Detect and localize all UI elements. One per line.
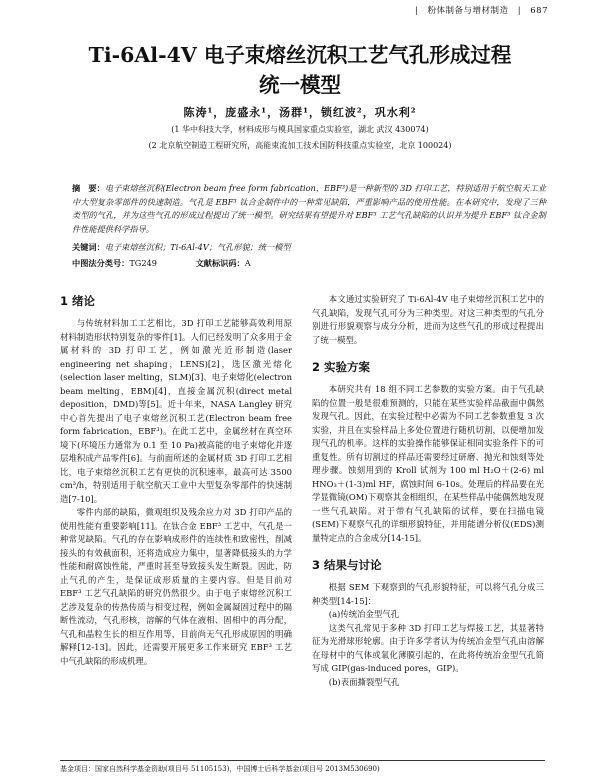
keywords-text: 电子束熔丝沉积；Ti-6Al-4V；气孔形貌；统一模型 <box>104 242 291 252</box>
header-divider-icon: | <box>414 6 419 16</box>
clc-value: TG249 <box>129 258 157 268</box>
subsection-a-heading: (a)传统冶金型气孔 <box>328 609 399 619</box>
section-1-heading: 1 绪论 <box>60 294 96 308</box>
paper-title <box>40 40 560 100</box>
journal-name: 粉体制备与增材制造 <box>427 6 509 16</box>
keywords-label: 关键词： <box>72 242 105 252</box>
left-column <box>60 293 292 668</box>
abstract-label: 摘 要： <box>72 183 105 193</box>
funding-footnote: 基金项目：国家自然科学基金资助(项目号 51105153)，中国博士后科学基金(项目号 2013M530690) <box>60 765 380 773</box>
section-3-heading: 3 结果与讨论 <box>312 558 382 572</box>
title-line-2: 统一模型 <box>259 73 341 97</box>
affiliation-1: (1 华中科技大学，材料成形与模具国家重点实验室，湖北 武汉 430074) <box>171 125 429 134</box>
section-1-paragraph-2: 零件内部的缺陷，微观组织及残余应力对 3D 打印产品的使用性能有重要影响[11]。在钛合金 EBF³ 工艺中，气孔是一种常见缺陷。气孔的存在影响成形件的连续性和致密性，削减接头的有效截面积，还将造成应力集中，显著降低接头的力学性能和耐腐蚀性能，严重时甚至导致接头发生断裂。因此，防止气孔的产生，是保证成形质量的主要内容。但是目前对 EBF³ 工艺气孔缺陷的研究仍然很少。由于电子束熔丝沉积工艺涉及复杂的传热传质与相变过程，例如金属凝固过程中的隔断性流动，气孔形核，溶解的气体在液相、固相中的再分配，气孔和晶粒生长的相互作用等，目前尚无气孔形成原因的明确解释[12-13]。因此，还需要开展更多工作来研究 EBF³ 工艺中气孔缺陷的形成机理。 <box>60 507 292 666</box>
doc-code-value: A <box>244 258 251 268</box>
affiliation-2: (2 北京航空制造工程研究所，高能束流加工技术国防科技重点实验室，北京 100024) <box>148 141 452 150</box>
author-list: 陈涛¹，庞盛永¹，汤群¹，锁红波²，巩水利² <box>183 106 417 119</box>
section-2-heading: 2 实验方案 <box>312 360 371 374</box>
section-1-paragraph-1: 与传统材料加工工艺相比，3D 打印工艺能够高效利用原材料制造形状特别复杂的零件[1]。人们已经发明了众多用于金属材料的 3D 打印工艺，例如激光近形制造(laser engineering net shaping，LENS)[2]，选区激光熔化(selection laser melting，SLM)[3]、电子束熔化(electron beam melting，EBM)[4]，直接金属沉积(direct metal deposition，DMD)等[5]。近十年来，NASA Langley 研究中心首先提出了电子束熔丝沉积工艺(Electron beam free form fabrication，EBF³)。在此工艺中，金属丝材在真空环境下(环境压力通常为 0.1 至 10 Pa)被高能的电子束熔化并逐层堆积成产品零件[6]。与前面所述的金属材质 3D 打印工艺相比，电子束熔丝沉积工艺有更快的沉积速率，最高可达 3500 cm³/h，特别适用于航空航天工业中大型复杂零部件的快速制造[7-10]。 <box>60 318 292 504</box>
abstract <box>72 182 546 236</box>
page-number: 687 <box>530 6 548 16</box>
keywords <box>72 242 546 253</box>
abstract-text: 电子束熔丝沉积(Electron beam free form fabrication，EBF³)是一种新型的 3D 打印工艺，特别适用于航空航天工业中大型复杂零部件的快速制造。气孔是 EBF³ 钛合金制件中的一种常见缺陷，严重影响产品的使用性能。在本研究中，发现了三种类型的气孔，并为这些气孔的形成过程提出了统一模型。研究结果有望提升对 EBF³ 工艺气孔缺陷的认识并为提升 EBF³ 钛合金制件性能提供科学指导。 <box>72 183 546 234</box>
right-column <box>312 293 544 689</box>
subsection-b-heading: (b)表面撕裂型气孔 <box>328 676 400 687</box>
running-header <box>409 4 548 16</box>
footnote-divider <box>60 760 545 761</box>
clc-label: 中图法分类号： <box>72 258 130 268</box>
title-line-1: Ti-6Al-4V 电子束熔丝沉积工艺气孔形成过程 <box>88 43 512 67</box>
section-1-paragraph-3: 本文通过实验研究了 Ti-6Al-4V 电子束熔丝沉积工艺中的气孔缺陷，发现气孔可分为三种类型。对这三种类型的气孔分别进行形貌观察与成分分析，进而为这些气孔的形成过程提出了统一模型。 <box>312 294 544 345</box>
page-header <box>0 0 600 16</box>
section-3-paragraph-1: 根据 SEM 下观察到的气孔形貌特征，可以将气孔分成三种类型[14-15]： <box>312 582 544 606</box>
classification-line <box>72 258 546 269</box>
section-2-paragraph-1: 本研究共有 18 组不同工艺参数的实验方案。由于气孔缺陷的位置一般是很难预测的，只能在某些实验样品截面中偶然发现气孔。因此，在实验过程中必需为不同工艺参数重复 3 次实验，并且在实验样品上多处位置进行随机切割，以便增加发现气孔的机率。这样的实验操作能够保证相同实验条件下的可重复性。所有切割过的样品还需要经过研磨、抛光和蚀刻等处理步骤。蚀刻用到的 Kroll 试剂为 100 ml H₂O＋(2-6) ml HNO₃＋(1-3)ml HF，腐蚀时间 6-10s。处理后的样品要在光学显微镜(OM)下观察其金相组织，在某些样品中能偶然地发现一些气孔缺陷。对于带有气孔缺陷的试样，要在扫描电镜(SEM)下观察气孔的详细形貌特征，并用能谱分析仪(EDS)测量特定点的合金成分[14-15]。 <box>312 384 544 543</box>
subsection-a-paragraph: 这类气孔常见于多种 3D 打印工艺与焊接工艺，其显著特征为光滑球形轮廓。由于许多学者认为传统冶金型气孔由溶解在母材中的气体或氧化薄膜引起的，在此将传统冶金型气孔简写成 GIP(gas-induced pores，GIP)。 <box>312 622 544 673</box>
doc-code-label: 文献标识码： <box>195 258 245 268</box>
header-divider-icon: | <box>517 6 522 16</box>
